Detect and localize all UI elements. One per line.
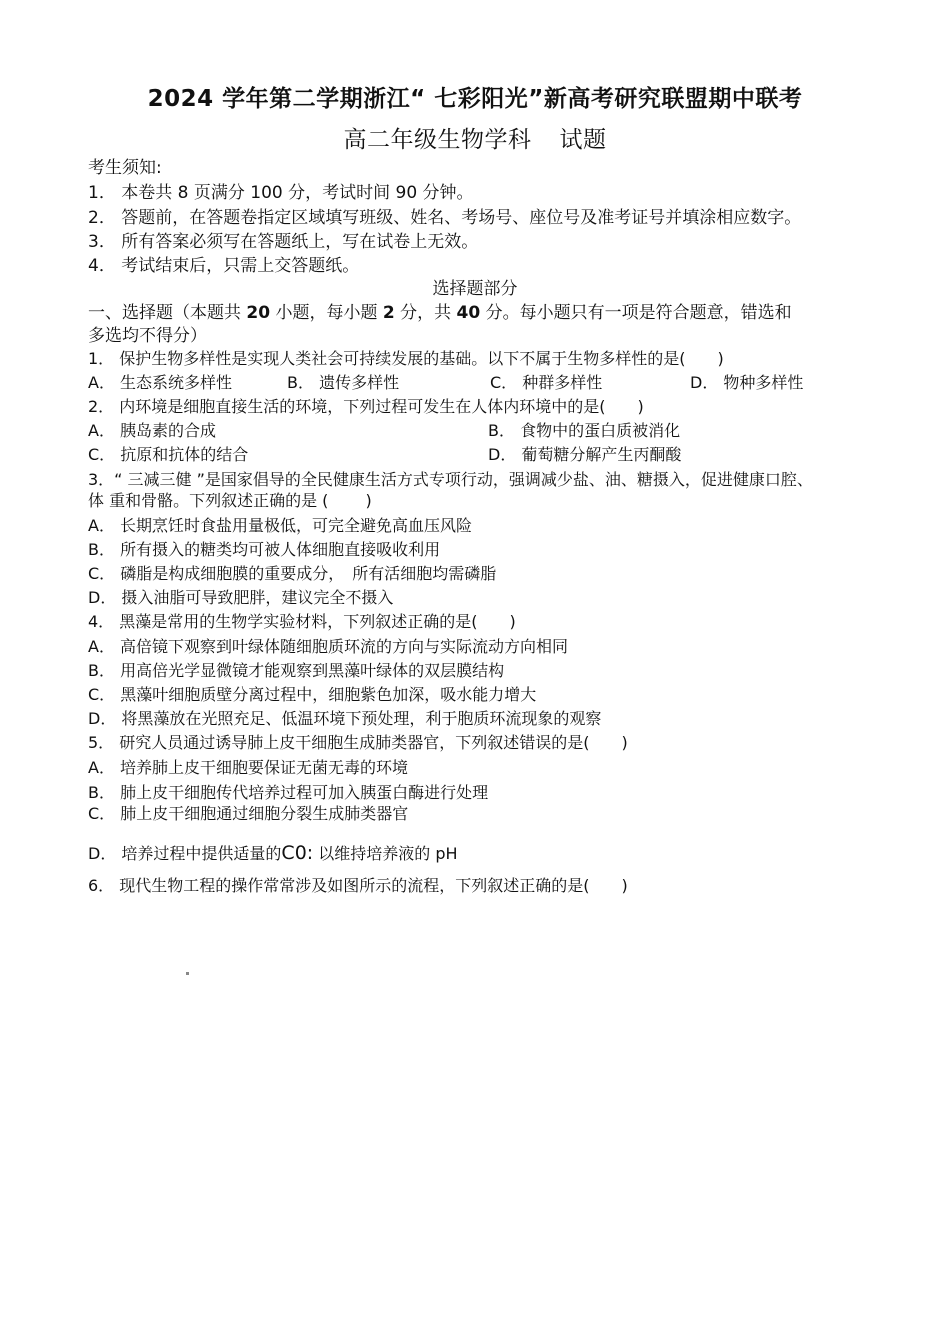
notice-item: 2． 答题前，在答题卷指定区域填写班级、姓名、考场号、座位号及准考证号并填涂相应数字。: [88, 208, 802, 228]
paper-type-label: 试题: [559, 127, 607, 153]
subject-label: 高二年级生物学科: [343, 127, 532, 153]
section-instructions-cont: 多选均不得分）: [88, 326, 207, 346]
question-5-option-a: A． 培养肺上皮干细胞要保证无菌无毒的环境: [88, 758, 409, 777]
question-2-option-b: B． 食物中的蛋白质被消化: [488, 421, 681, 440]
notice-item: 3． 所有答案必须写在答题纸上，写在试卷上无效。: [88, 232, 479, 252]
question-3-stem-line2: 体 重和骨骼。下列叙述正确的是 ( ): [88, 491, 372, 510]
figure-placeholder-dot: [186, 972, 189, 975]
co2-formula: C0:: [281, 842, 314, 864]
question-5-option-b: B． 肺上皮干细胞传代培养过程可加入胰蛋白酶进行处理: [88, 783, 489, 802]
question-5-stem: 5． 研究人员通过诱导肺上皮干细胞生成肺类器官，下列叙述错误的是( ): [88, 733, 628, 752]
question-1-option-c: C． 种群多样性: [490, 373, 603, 392]
section-instructions: 一、选择题（本题共 20 小题，每小题 2 分，共 40 分。每小题只有一项是符合题意，错选和: [88, 303, 792, 323]
section-title: 选择题部分: [432, 279, 518, 299]
question-5-option-c: C． 肺上皮干细胞通过细胞分裂生成肺类器官: [88, 804, 409, 823]
exam-subtitle: [0, 121, 950, 154]
question-4-option-d: D． 将黑藻放在光照充足、低温环境下预处理，利于胞质环流现象的观察: [88, 709, 602, 728]
question-5-option-d: D． 培养过程中提供适量的C0: 以维持培养液的 pH: [88, 842, 458, 864]
question-4-option-b: B． 用高倍光学显微镜才能观察到黑藻叶绿体的双层膜结构: [88, 661, 505, 680]
exam-title: 2024 学年第二学期浙江“ 七彩阳光”新高考研究联盟期中联考: [147, 86, 803, 112]
question-2-stem: 2． 内环境是细胞直接生活的环境，下列过程可发生在人体内环境中的是( ): [88, 397, 644, 416]
question-1-option-d: D． 物种多样性: [690, 373, 804, 392]
question-3-stem-line1: 3．“ 三减三健 ”是国家倡导的全民健康生活方式专项行动，强调减少盐、油、糖摄入，促进健康口腔、: [88, 470, 813, 489]
question-6-stem: 6． 现代生物工程的操作常常涉及如图所示的流程，下列叙述正确的是( ): [88, 876, 628, 895]
question-3-option-c: C． 磷脂是构成细胞膜的重要成分， 所有活细胞均需磷脂: [88, 564, 497, 583]
question-3-option-d: D． 摄入油脂可导致肥胖，建议完全不摄入: [88, 588, 394, 607]
notice-item: 4． 考试结束后，只需上交答题纸。: [88, 256, 360, 276]
question-1-option-b: B． 遗传多样性: [287, 373, 400, 392]
question-4-option-a: A． 高倍镜下观察到叶绿体随细胞质环流的方向与实际流动方向相同: [88, 637, 569, 656]
question-4-stem: 4． 黑藻是常用的生物学实验材料，下列叙述正确的是( ): [88, 612, 516, 631]
question-3-option-b: B． 所有摄入的糖类均可被人体细胞直接吸收利用: [88, 540, 441, 559]
question-1-stem: 1． 保护生物多样性是实现人类社会可持续发展的基础。以下不属于生物多样性的是( ): [88, 349, 724, 368]
question-2-option-c: C． 抗原和抗体的结合: [88, 445, 249, 464]
question-1-option-a: A． 生态系统多样性: [88, 373, 233, 392]
notice-heading: 考生须知:: [88, 158, 162, 178]
notice-item: 1． 本卷共 8 页满分 100 分，考试时间 90 分钟。: [88, 183, 474, 203]
question-2-option-a: A． 胰岛素的合成: [88, 421, 217, 440]
question-3-option-a: A． 长期烹饪时食盐用量极低，可完全避免高血压风险: [88, 516, 473, 535]
question-2-option-d: D． 葡萄糖分解产生丙酮酸: [488, 445, 682, 464]
question-4-option-c: C． 黑藻叶细胞质壁分离过程中，细胞紫色加深，吸水能力增大: [88, 685, 537, 704]
